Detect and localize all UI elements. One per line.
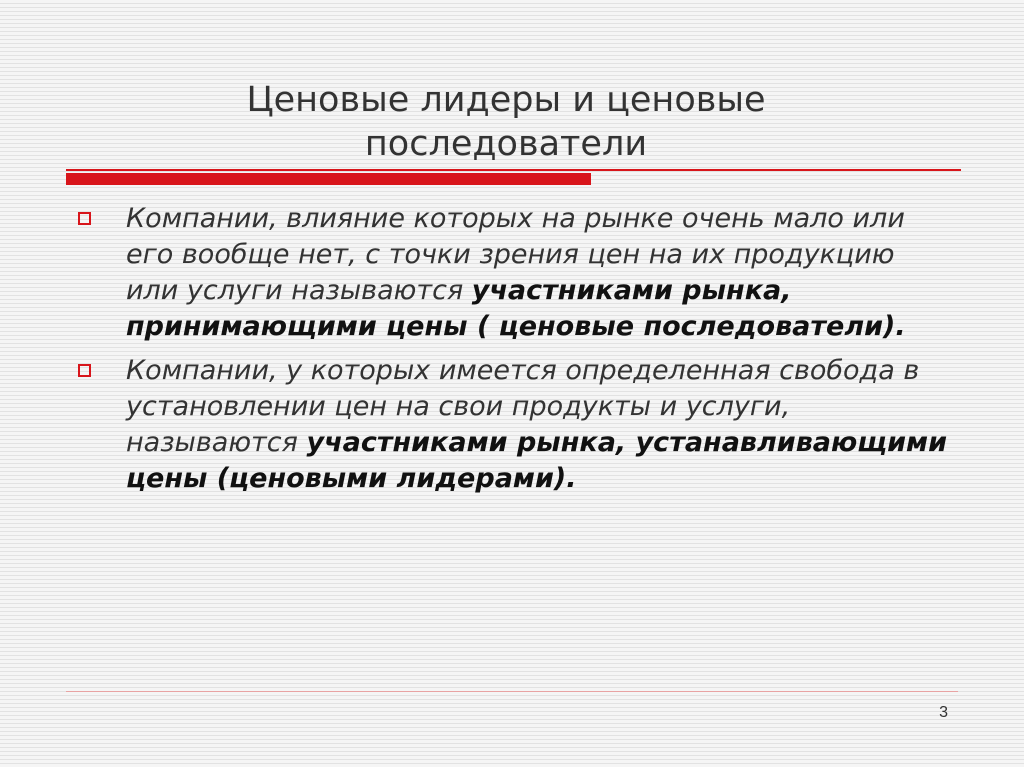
slide-title-line2: последователи	[364, 124, 648, 164]
slide-title	[66, 78, 946, 166]
bullet-text: Компании, у которых имеется определенная свобода в установлении цен на свои продукты и услуги, называются	[126, 355, 920, 458]
bullet-text: Компании, влияние которых на рынке очень мало или его вообще нет, с точки зрения цен на их продукцию или услуги называются	[126, 203, 905, 306]
bullet-item-price-leaders	[74, 353, 954, 497]
title-divider-thin-line	[66, 169, 961, 171]
bullet-emphasis: участниками рынка, устанавливающими цены (ценовыми лидерами).	[126, 427, 948, 494]
hollow-square-icon	[78, 364, 91, 377]
slide-title-line1: Ценовые лидеры и ценовые	[246, 80, 766, 120]
bullet-item-price-followers	[74, 201, 954, 345]
footer-divider	[66, 691, 958, 692]
hollow-square-icon	[78, 212, 91, 225]
bullet-emphasis: участниками рынка, принимающими цены ( ценовые последователи).	[126, 275, 906, 342]
page-number: 3	[939, 704, 948, 721]
bullet-list	[74, 201, 954, 505]
title-divider-thick-bar	[66, 173, 591, 185]
title-divider	[66, 169, 961, 185]
